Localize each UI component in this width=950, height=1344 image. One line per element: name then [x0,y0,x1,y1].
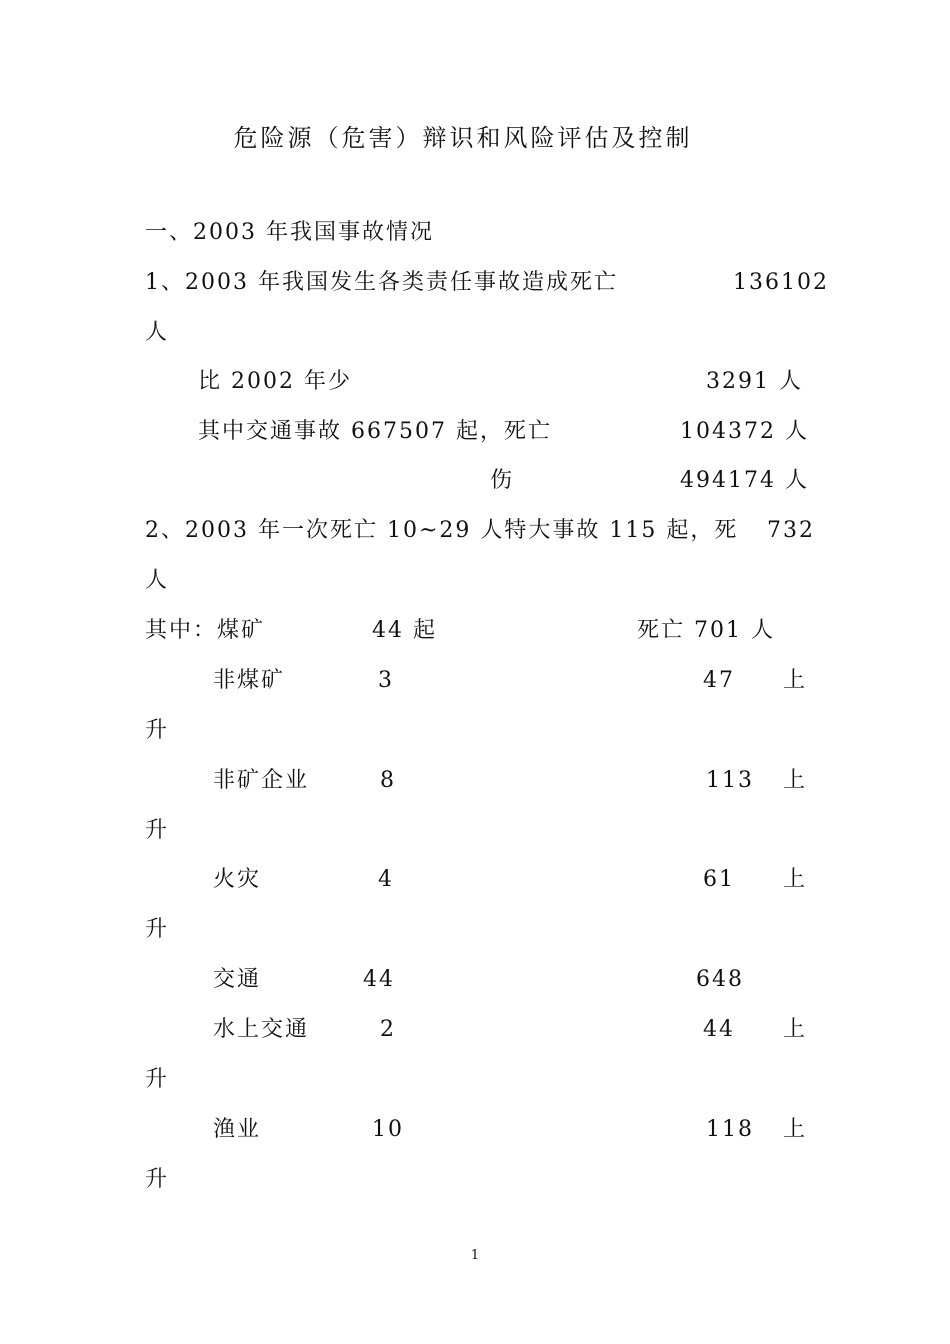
row-trend-a: 上 [783,1017,808,1042]
item2-text: 2、2003 年一次死亡 10~29 人特大事故 115 起，死 [145,518,739,543]
row-deaths: 44 [703,1017,735,1042]
injured-label: 伤 [490,468,515,493]
row-name: 非煤矿 [213,668,286,693]
row-name: 火灾 [213,867,262,892]
traffic-label: 其中交通事故 667507 起，死亡 [198,419,552,444]
breakdown-label: 其中：煤矿 [145,618,266,643]
section-heading: 一、2003 年我国事故情况 [145,220,434,245]
row-deaths: 113 [706,768,754,793]
breakdown-count: 44 起 [372,618,437,643]
breakdown-deaths: 死亡 701 人 [637,618,775,643]
injured-value: 494174 人 [680,468,809,493]
compare-label: 比 2002 年少 [198,369,352,394]
item1-unit: 人 [145,320,170,345]
compare-value: 3291 人 [706,369,803,394]
row-count: 3 [378,668,394,693]
page-number: 1 [470,1248,480,1263]
row-name: 水上交通 [213,1017,310,1042]
row-deaths: 648 [696,967,744,992]
row-trend-b: 升 [145,818,170,843]
row-trend-b: 升 [145,917,170,942]
item1-text: 1、2003 年我国发生各类责任事故造成死亡 [145,270,618,295]
item2-unit: 人 [145,568,170,593]
row-deaths: 61 [703,867,735,892]
row-trend-b: 升 [145,1067,170,1092]
row-count: 8 [380,768,396,793]
row-trend-a: 上 [783,867,808,892]
row-trend-b: 升 [145,1167,170,1192]
row-name: 渔业 [213,1117,262,1142]
row-trend-b: 升 [145,718,170,743]
row-trend-a: 上 [783,1117,808,1142]
row-name: 非矿企业 [213,768,310,793]
item2-value: 732 [767,518,815,543]
row-trend-a: 上 [783,768,808,793]
row-count: 44 [363,967,395,992]
row-deaths: 47 [703,668,735,693]
item1-value: 136102 [733,270,829,295]
row-count: 10 [372,1117,404,1142]
row-count: 4 [378,867,394,892]
traffic-value: 104372 人 [680,419,809,444]
row-count: 2 [380,1017,396,1042]
row-trend-a: 上 [783,668,808,693]
document-title: 危险源（危害）辩识和风险评估及控制 [233,124,693,152]
row-name: 交通 [213,967,262,992]
row-deaths: 118 [706,1117,754,1142]
